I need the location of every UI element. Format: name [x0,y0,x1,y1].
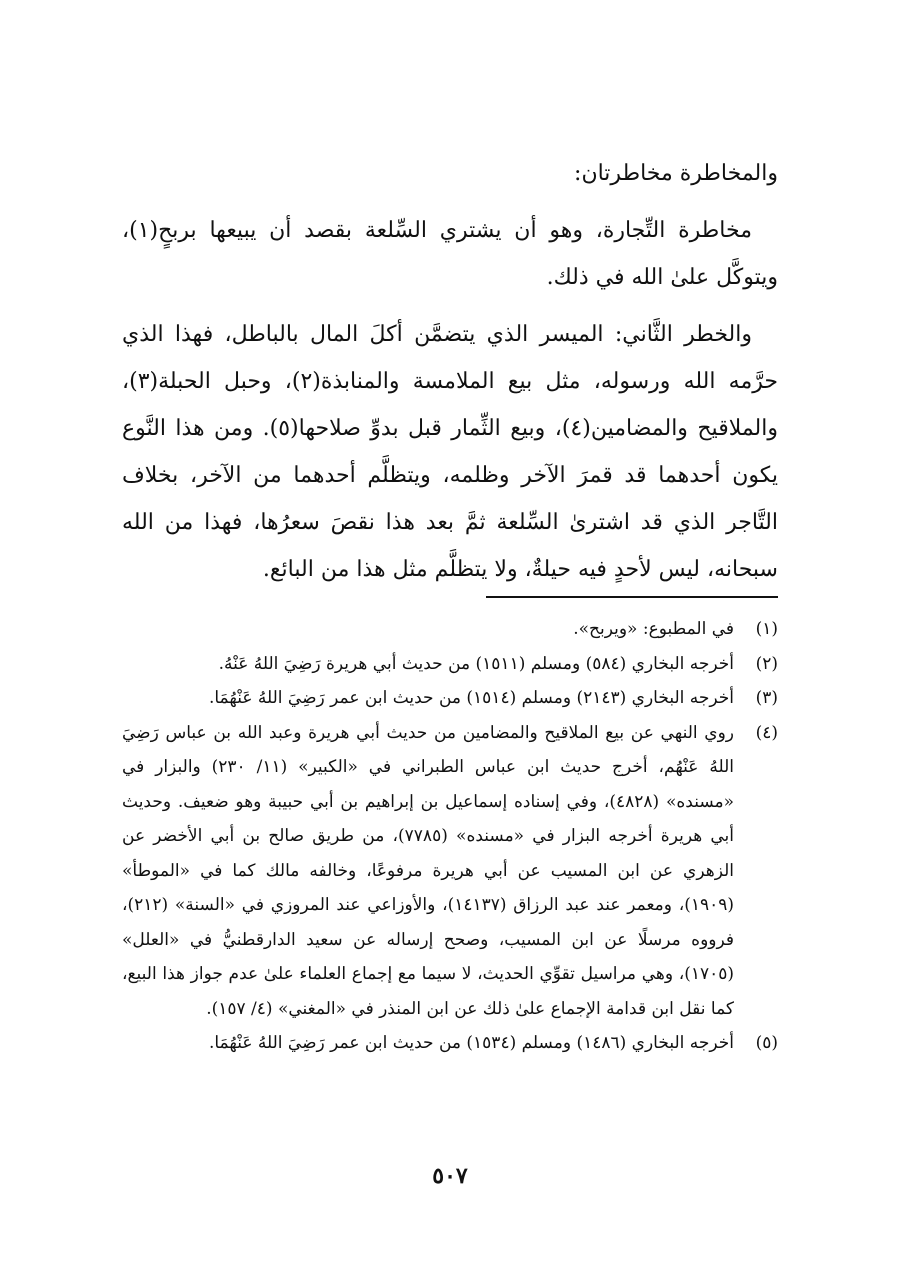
footnote-divider [486,596,778,598]
footnote-number: (١) [755,619,778,639]
main-text [122,150,778,593]
paragraph-gambling-risk: والخطر الثَّاني: الميسر الذي يتضمَّن أكلَ المال بالباطل، فهذا الذي حرَّمه الله ورسوله، مثل بيع الملامسة والمنابذة(٢)، وحبل الحبلة(٣)، والملاقيح والمضامين(٤)، وبيع الثِّمار قبل بدوِّ صلاحها(٥). ومن هذا النَّوع يكون أحدهما قد قمرَ الآخر وظلمه، ويتظلَّم أحدهما من الآخر، بخلاف التَّاجر الذي قد اشترىٰ السِّلعة ثمَّ بعد هذا نقصَ سعرُها، فهذا من الله سبحانه، ليس لأحدٍ فيه حيلةٌ، ولا يتظلَّم مثل هذا من البائع. [122,322,778,582]
footnote-number: (٢) [755,653,778,674]
footnote-text: روي النهي عن بيع الملاقيح والمضامين من حديث أبي هريرة وعبد الله بن عباس رَضِيَ اللهُ عَنْهُم، أخرج حديث ابن عباس الطبراني في «الكبير» (١١/ ٢٣٠) والبزار في «مسنده» (٤٨٢٨)، وفي إسناده إسماعيل بن إبراهيم بن أبي حبيبة وهو ضعيف. وحديث أبي هريرة أخرجه البزار في «مسنده» (٧٧٨٥)، من طريق صالح بن أبي الأخضر عن الزهري عن ابن المسيب عن أبي هريرة مرفوعًا، وخالفه مالك كما في «الموطأ» (١٩٠٩)، ومعمر عند عبد الرزاق (١٤١٣٧)، والأوزاعي عند المروزي في «السنة» (٢١٢)، فرووه مرسلًا عن ابن المسيب، وصحح إرساله عن سعيد الدارقطنيُّ في «العلل» (١٧٠٥)، وهي مراسيل تقوِّي الحديث، لا سيما مع إجماع العلماء علىٰ عدم جواز هذا البيع، كما نقل ابن قدامة الإجماع علىٰ ذلك عن ابن المنذر في «المغني» (٤/ ١٥٧). [122,722,735,1019]
paragraph-trade-risk: مخاطرة التِّجارة، وهو أن يشتري السِّلعة بقصد أن يبيعها بربحٍ(١)، ويتوكَّل علىٰ الله في ذلك. [122,218,778,290]
footnote-item [122,1026,778,1061]
paragraph-heading: والمخاطرة مخاطرتان: [574,161,778,186]
footnote-item [122,612,778,647]
footnote-text: أخرجه البخاري (٢١٤٣) ومسلم (١٥١٤) من حديث ابن عمر رَضِيَ اللهُ عَنْهُمَا. [208,688,734,708]
footnote-text: في المطبوع: «ويربح». [573,619,734,639]
footnote-number: (٤) [755,722,778,743]
footnote-number: (٣) [755,688,778,708]
footnotes [122,612,778,1061]
footnote-item [122,681,778,716]
footnote-item [122,647,778,682]
footnote-text: أخرجه البخاري (٥٨٤) ومسلم (١٥١١) من حديث أبي هريرة رَضِيَ اللهُ عَنْهُ. [218,653,734,674]
page-number: ٥٠٧ [432,1163,468,1189]
footnote-text: أخرجه البخاري (١٤٨٦) ومسلم (١٥٣٤) من حديث ابن عمر رَضِيَ اللهُ عَنْهُمَا. [208,1033,734,1053]
footnote-item [122,716,778,1027]
footnote-number: (٥) [755,1033,778,1053]
